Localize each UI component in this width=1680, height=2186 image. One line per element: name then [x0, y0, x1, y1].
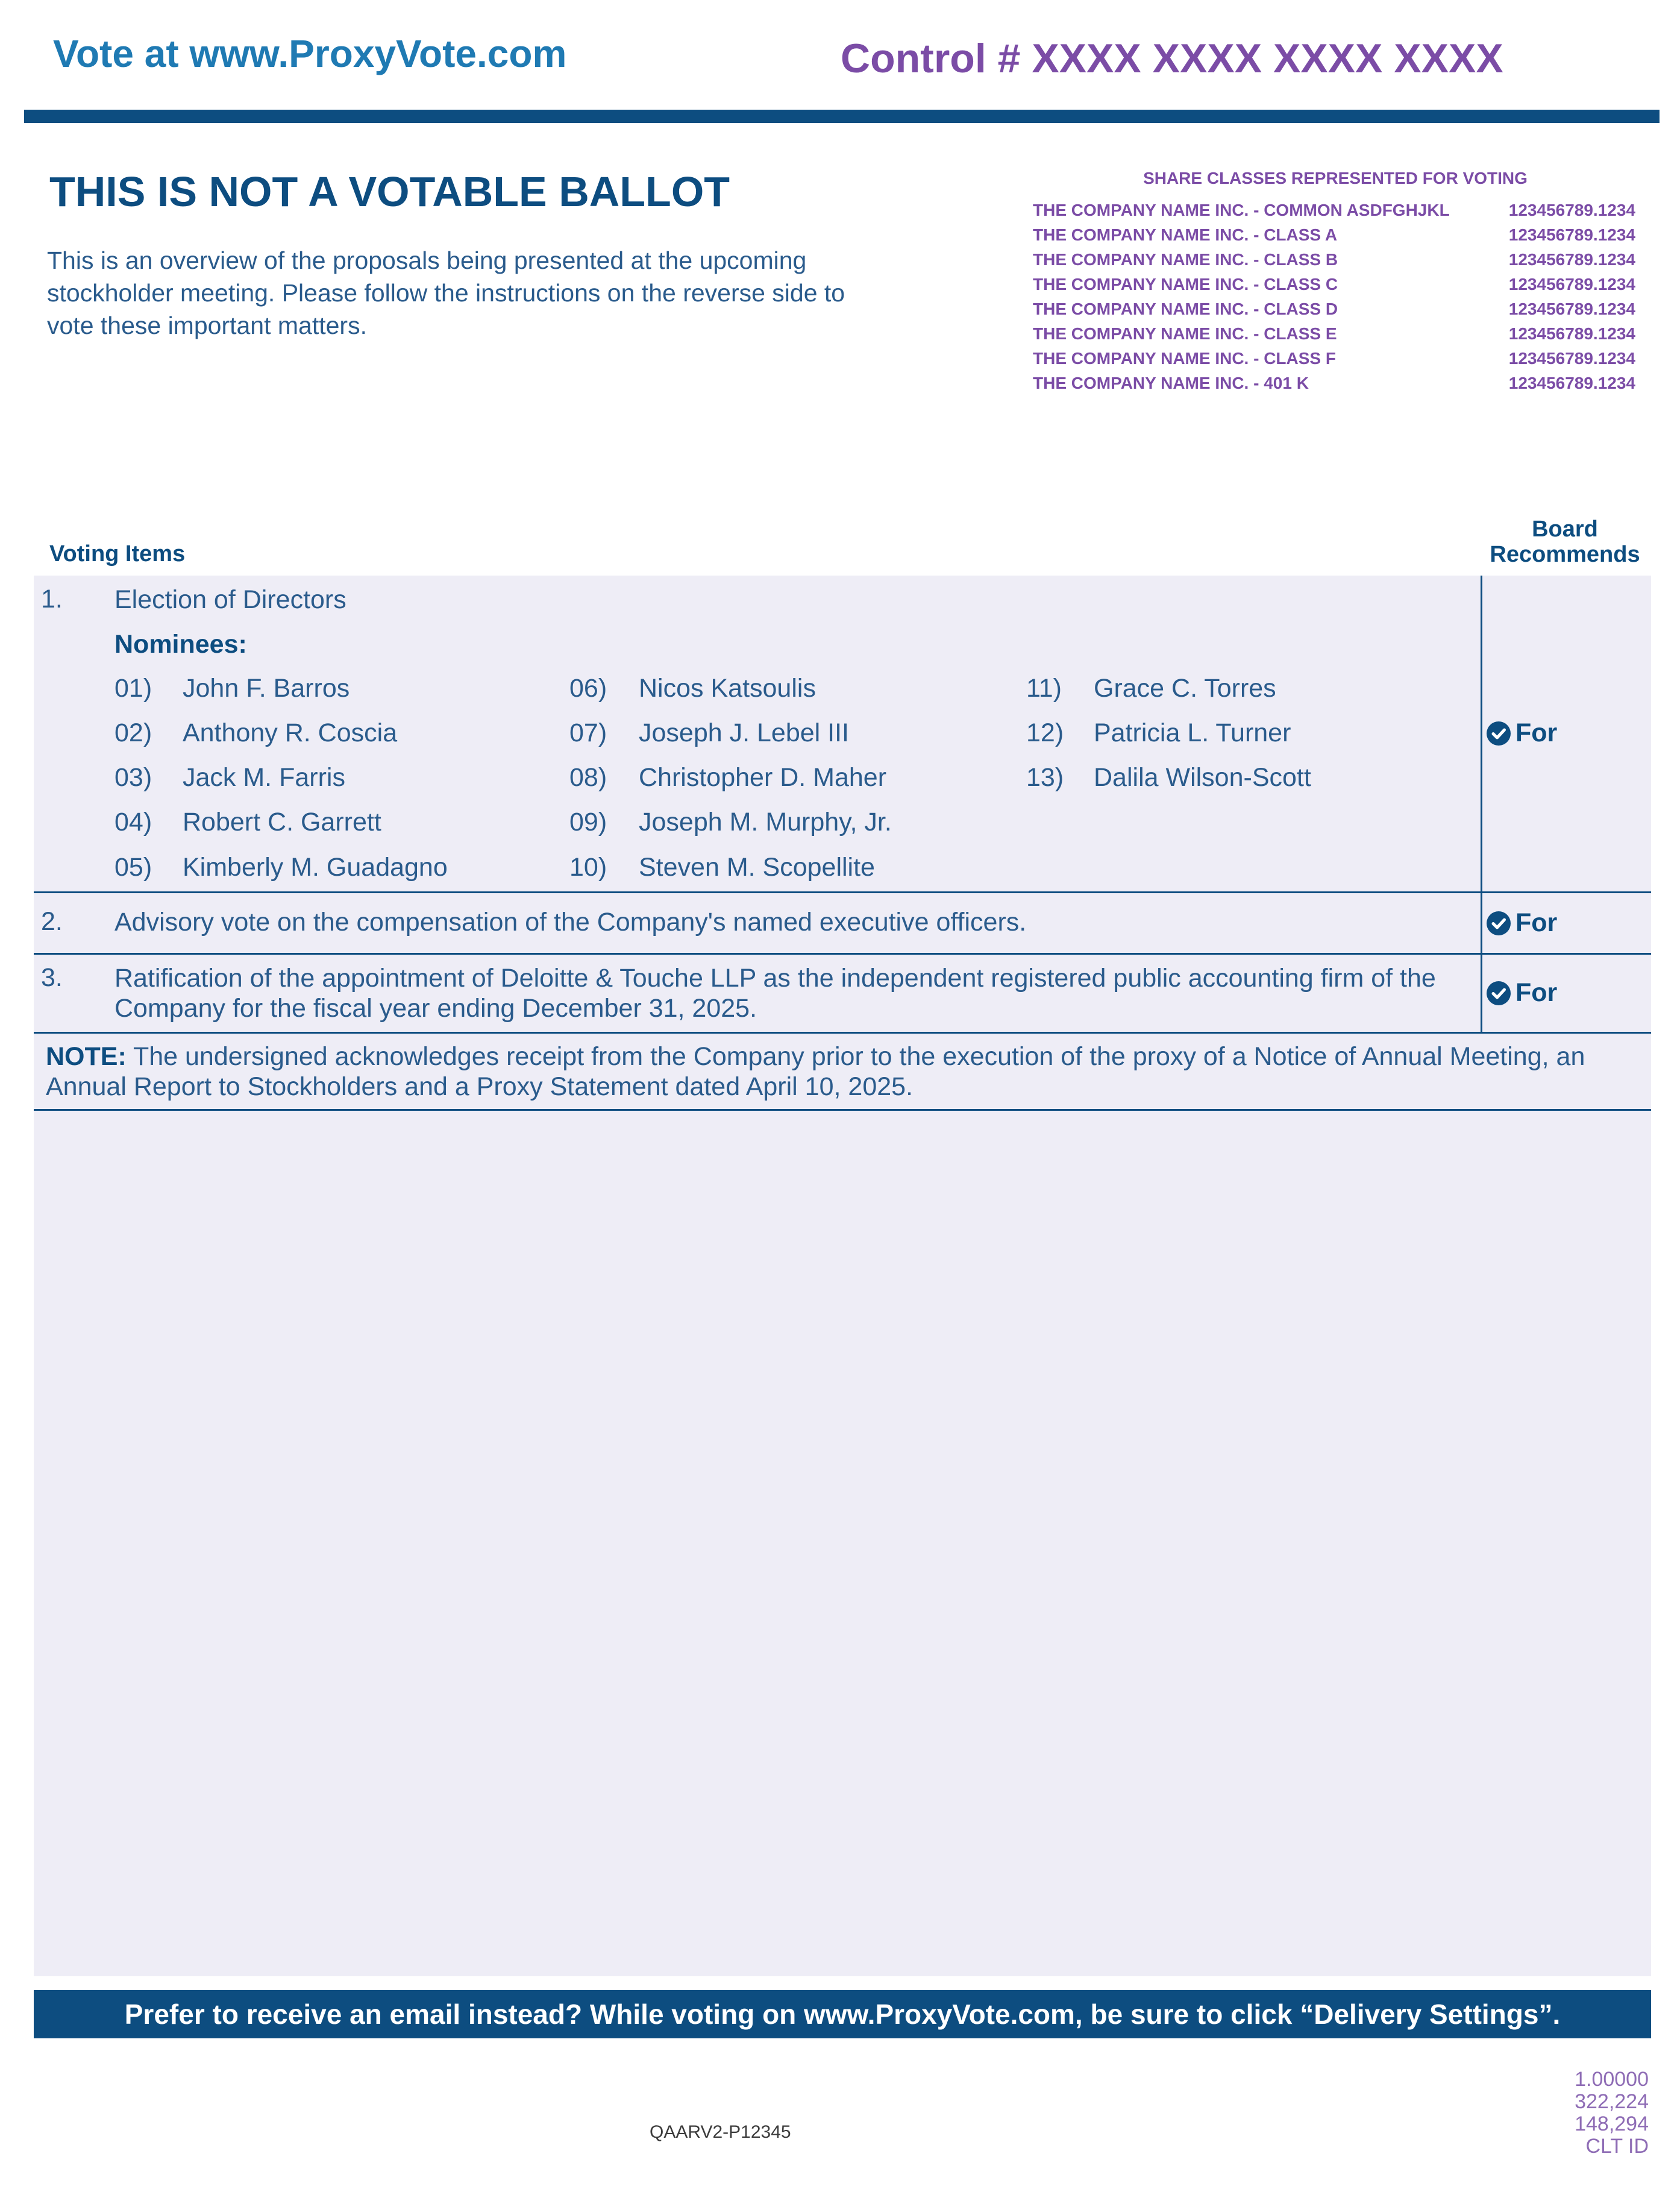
nominee-name: Joseph J. Lebel III	[639, 718, 849, 747]
nominee-name: Anthony R. Coscia	[183, 718, 398, 747]
share-class-name: THE COMPANY NAME INC. - 401 K	[1033, 374, 1309, 392]
footer-meta-line: 322,224	[1575, 2090, 1649, 2113]
share-class-name: THE COMPANY NAME INC. - CLASS E	[1033, 324, 1337, 343]
share-class-row	[1033, 201, 1635, 225]
share-class-row	[1033, 374, 1635, 398]
share-class-value: 123456789.1234	[1508, 201, 1635, 219]
board-label-line2: Recommends	[1490, 542, 1640, 567]
nominee-number: 02)	[114, 718, 152, 747]
nominee-name: Patricia L. Turner	[1094, 718, 1291, 747]
nominee-number: 10)	[569, 853, 607, 882]
nominee-number: 13)	[1026, 763, 1064, 792]
footer-meta-line: CLT ID	[1585, 2135, 1649, 2158]
check-circle-icon	[1487, 981, 1511, 1005]
check-circle-icon	[1487, 911, 1511, 935]
form-code: QAARV2-P12345	[650, 2122, 791, 2142]
nominee-name: Nicos Katsoulis	[639, 674, 816, 703]
item-divider	[34, 953, 1651, 955]
share-class-row	[1033, 225, 1635, 250]
footer-meta	[1575, 2068, 1649, 2158]
nominee-number: 11)	[1026, 674, 1062, 703]
check-circle-icon	[1487, 721, 1511, 746]
note-text: The undersigned acknowledges receipt from the Company prior to the execution of the proxy of a Notice of Annual Meeting, an Annual Report to Stockholders and a Proxy Statement dated April 10, 2025.	[46, 1042, 1585, 1101]
header-rule	[24, 110, 1660, 123]
share-class-row	[1033, 300, 1635, 324]
nominee-name: Christopher D. Maher	[639, 763, 887, 792]
item-2-number: 2.	[41, 907, 63, 936]
share-class-row	[1033, 250, 1635, 275]
share-class-value: 123456789.1234	[1508, 275, 1635, 294]
recommendation-label: For	[1515, 908, 1558, 937]
item-divider	[34, 891, 1651, 893]
nominee-name: Jack M. Farris	[183, 763, 345, 792]
share-class-name: THE COMPANY NAME INC. - COMMON ASDFGHJKL	[1033, 201, 1450, 219]
delivery-settings-banner: Prefer to receive an email instead? While voting on www.ProxyVote.com, be sure to click “Delivery Settings”.	[34, 1990, 1651, 2038]
nominee-name: Steven M. Scopellite	[639, 853, 875, 882]
board-recommends-label	[1482, 517, 1647, 567]
nominee-number: 01)	[114, 674, 152, 703]
share-class-name: THE COMPANY NAME INC. - CLASS D	[1033, 300, 1338, 318]
note-divider	[34, 1109, 1651, 1111]
share-class-name: THE COMPANY NAME INC. - CLASS A	[1033, 225, 1338, 244]
share-class-value: 123456789.1234	[1508, 374, 1635, 392]
nominee-number: 09)	[569, 808, 607, 837]
nominee-number: 05)	[114, 853, 152, 882]
nominee-number: 07)	[569, 718, 607, 747]
share-classes-heading: SHARE CLASSES REPRESENTED FOR VOTING	[1143, 169, 1528, 187]
footer-meta-line: 1.00000	[1575, 2068, 1649, 2091]
item-2-text: Advisory vote on the compensation of the Company's named executive officers.	[114, 908, 1027, 937]
nominee-number: 12)	[1026, 718, 1064, 747]
share-class-row	[1033, 275, 1635, 300]
share-class-name: THE COMPANY NAME INC. - CLASS F	[1033, 349, 1336, 368]
recommendation-label: For	[1515, 978, 1558, 1007]
nominee-name: Dalila Wilson-Scott	[1094, 763, 1311, 792]
item-2-recommendation	[1487, 908, 1557, 938]
share-class-value: 123456789.1234	[1508, 225, 1635, 244]
note-paragraph	[46, 1041, 1649, 1102]
share-class-name: THE COMPANY NAME INC. - CLASS B	[1033, 250, 1338, 269]
voting-items-label: Voting Items	[49, 541, 186, 567]
nominee-name: Kimberly M. Guadagno	[183, 853, 448, 882]
nominee-number: 08)	[569, 763, 607, 792]
item-3-number: 3.	[41, 963, 63, 992]
share-class-name: THE COMPANY NAME INC. - CLASS C	[1033, 275, 1338, 294]
share-class-row	[1033, 349, 1635, 374]
intro-description: This is an overview of the proposals being presented at the upcoming stockholder meeting. Please follow the instructions on the reverse side to vote these important matters.	[47, 247, 845, 339]
nominee-name: Grace C. Torres	[1094, 674, 1276, 703]
nominees-label: Nominees:	[114, 630, 247, 659]
nominee-name: Robert C. Garrett	[183, 808, 381, 837]
item-3-recommendation	[1487, 978, 1557, 1008]
share-class-value: 123456789.1234	[1508, 349, 1635, 368]
share-class-value: 123456789.1234	[1508, 250, 1635, 269]
item-3-text: Ratification of the appointment of Deloitte & Touche LLP as the independent registered public accounting firm of the Company for the fiscal year ending December 31, 2025.	[114, 964, 1436, 1023]
page-title: THIS IS NOT A VOTABLE BALLOT	[49, 168, 730, 215]
nominee-number: 03)	[114, 763, 152, 792]
nominee-number: 04)	[114, 808, 152, 837]
nominee-number: 06)	[569, 674, 607, 703]
control-number: Control # XXXX XXXX XXXX XXXX	[841, 36, 1503, 81]
item-1-number: 1.	[41, 585, 63, 614]
nominee-name: John F. Barros	[183, 674, 350, 703]
share-class-row	[1033, 324, 1635, 349]
item-1-text: Election of Directors	[114, 585, 346, 614]
recommendation-label: For	[1515, 718, 1558, 747]
share-class-value: 123456789.1234	[1508, 300, 1635, 318]
item-1-recommendation	[1487, 718, 1557, 748]
recommendation-column-divider	[1481, 576, 1482, 1034]
nominee-name: Joseph M. Murphy, Jr.	[639, 808, 892, 837]
item-divider	[34, 1032, 1651, 1034]
note-label: NOTE:	[46, 1042, 127, 1071]
board-label-line1: Board	[1532, 517, 1598, 542]
vote-url-heading: Vote at www.ProxyVote.com	[53, 32, 567, 75]
footer-meta-line: 148,294	[1575, 2112, 1649, 2135]
share-class-value: 123456789.1234	[1508, 324, 1635, 343]
